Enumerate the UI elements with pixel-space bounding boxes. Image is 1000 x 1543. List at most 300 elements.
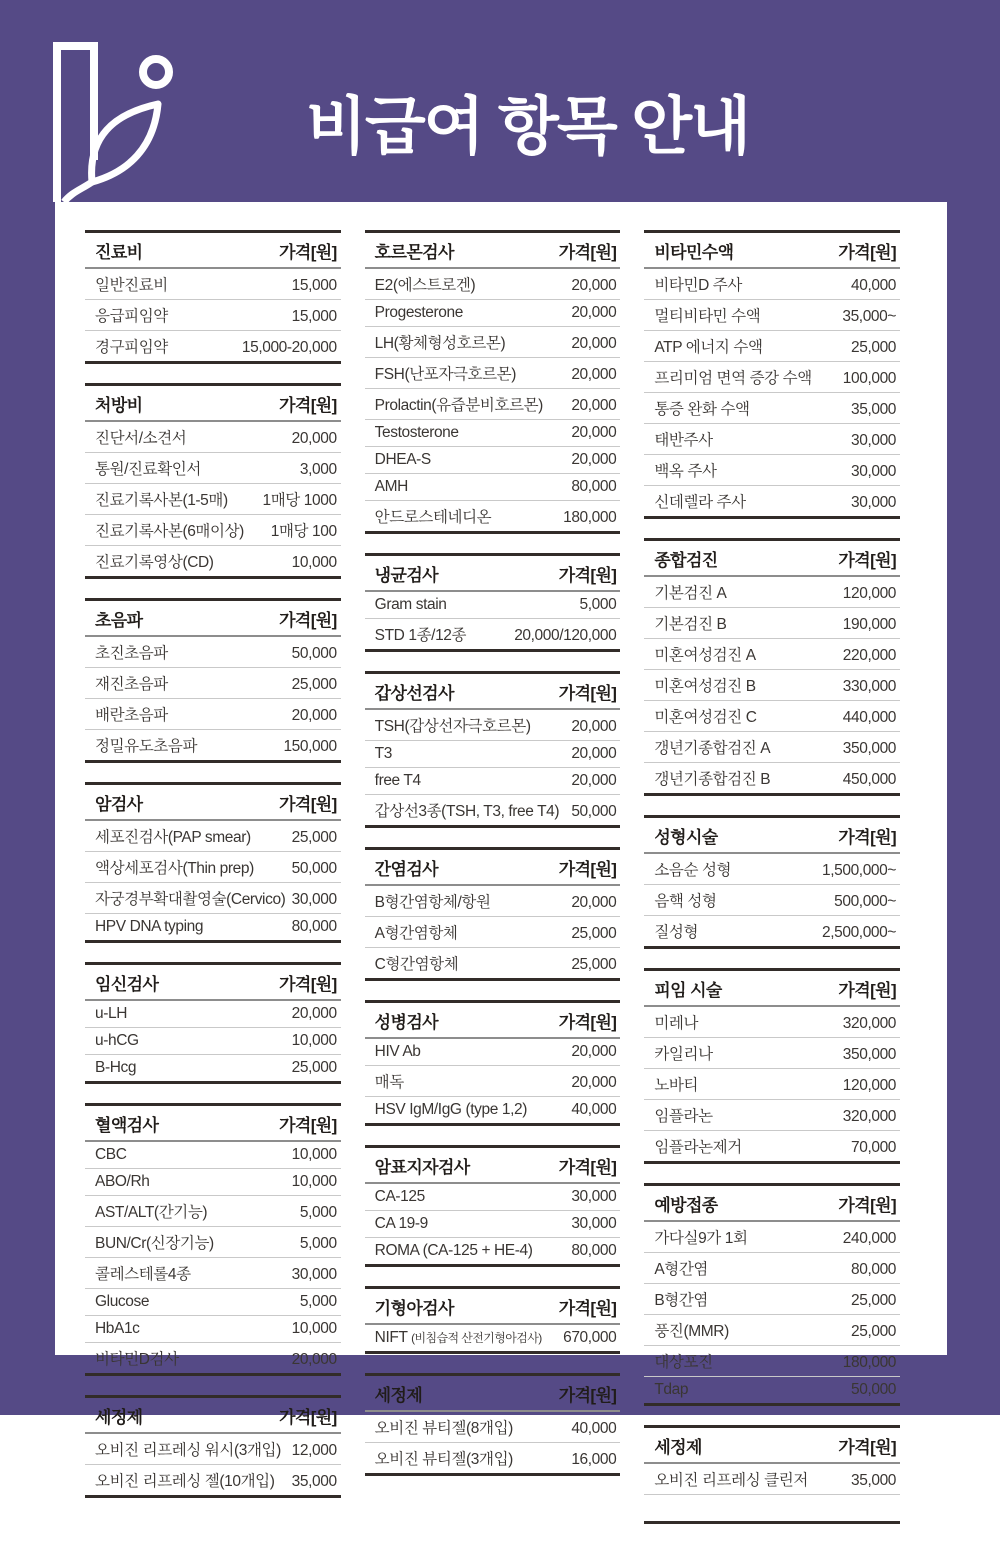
item-label-text: 통증 완화 수액 xyxy=(654,401,750,418)
price-header-label: 가격[원] xyxy=(279,611,337,630)
item-label xyxy=(375,362,516,384)
price-row xyxy=(85,914,341,940)
price-row xyxy=(85,1289,341,1316)
item-label-text: 갑상선3종(TSH, T3, free T4) xyxy=(374,803,560,820)
section-title: 처방비 xyxy=(95,396,143,415)
item-label-text: 미레나 xyxy=(654,1015,699,1032)
price-row xyxy=(644,1222,900,1253)
item-label xyxy=(654,459,716,481)
item-price: 25,000 xyxy=(571,925,617,942)
item-label xyxy=(375,623,466,645)
price-row xyxy=(365,1184,621,1211)
item-price: 500,000~ xyxy=(834,893,897,910)
price-row xyxy=(85,1169,341,1196)
price-section xyxy=(365,847,621,981)
item-label xyxy=(95,1231,214,1253)
item-price: 80,000 xyxy=(851,1261,897,1278)
price-row xyxy=(644,1253,900,1284)
item-label-text: 비타민D 주사 xyxy=(654,277,742,294)
price-row xyxy=(644,393,900,424)
item-price: 350,000 xyxy=(842,1046,897,1063)
item-label-text: 안드로스테네디온 xyxy=(374,509,492,526)
price-header-label: 가격[원] xyxy=(558,1013,617,1032)
item-price: 25,000 xyxy=(291,829,337,846)
price-header-label: 가격[원] xyxy=(279,975,337,994)
item-label-text: 갱년기종합검진 A xyxy=(654,740,771,757)
item-price: 25,000 xyxy=(851,1323,897,1340)
section-title: 갑상선검사 xyxy=(374,684,454,703)
item-price: 50,000 xyxy=(851,1381,897,1398)
item-price: 35,000 xyxy=(291,1473,337,1490)
item-label-text: 오비진 뷰티젤(8개입) xyxy=(374,1420,513,1437)
price-row xyxy=(365,501,621,531)
item-price: 120,000 xyxy=(842,585,897,602)
price-row xyxy=(644,1284,900,1315)
price-row xyxy=(644,1038,900,1069)
section-header xyxy=(365,233,621,269)
item-label-text: 정밀유도초음파 xyxy=(95,738,198,755)
price-row xyxy=(85,269,341,300)
section-header xyxy=(365,556,621,592)
price-row xyxy=(644,1464,900,1495)
item-label-text: Progesterone xyxy=(374,304,463,321)
item-label xyxy=(95,703,168,725)
item-price: 40,000 xyxy=(571,1101,617,1118)
item-label-text: u-hCG xyxy=(95,1032,139,1049)
item-price: 25,000 xyxy=(291,676,337,693)
item-label xyxy=(654,858,731,880)
price-row xyxy=(644,670,900,701)
item-price: 30,000 xyxy=(851,494,897,511)
item-label xyxy=(375,745,392,763)
item-price: 1,500,000~ xyxy=(822,862,897,879)
item-label xyxy=(375,1043,421,1061)
item-label xyxy=(654,335,762,357)
price-row xyxy=(365,795,621,825)
section-header xyxy=(644,233,900,269)
item-label xyxy=(95,1293,149,1311)
price-row xyxy=(365,1039,621,1066)
section-title: 비타민수액 xyxy=(654,243,734,262)
item-label xyxy=(375,304,463,322)
item-label-text: 경구피임약 xyxy=(95,339,168,356)
item-price: 150,000 xyxy=(283,738,337,755)
section-header xyxy=(365,850,621,886)
price-row xyxy=(644,486,900,516)
item-price: 10,000 xyxy=(291,1146,337,1163)
item-price: 25,000 xyxy=(851,339,897,356)
item-label-text: 음핵 성형 xyxy=(654,893,717,910)
price-row xyxy=(85,453,341,484)
item-price: 20,000 xyxy=(571,424,617,441)
item-label-text: AST/ALT(간기능) xyxy=(95,1204,208,1221)
item-label xyxy=(375,273,476,295)
item-price: 35,000 xyxy=(851,1472,897,1489)
item-label-text: 임플라논 xyxy=(654,1108,713,1125)
item-label-text: 기본검진 B xyxy=(654,616,727,633)
price-row xyxy=(85,1055,341,1081)
section-title: 간염검사 xyxy=(374,860,438,879)
price-row xyxy=(85,699,341,730)
price-row xyxy=(365,327,621,358)
item-price: 30,000 xyxy=(851,432,897,449)
price-row xyxy=(644,916,900,946)
price-row xyxy=(644,1069,900,1100)
item-label-text: E2(에스트로겐) xyxy=(374,277,476,294)
item-label xyxy=(375,478,408,496)
item-price: 220,000 xyxy=(842,647,897,664)
item-label xyxy=(95,335,168,357)
item-price: 25,000 xyxy=(291,1059,337,1076)
item-label-text: 진료기록영상(CD) xyxy=(95,554,214,571)
item-label xyxy=(375,505,492,527)
item-label xyxy=(654,397,749,419)
price-row xyxy=(644,362,900,393)
section-header xyxy=(365,674,621,710)
item-label xyxy=(654,1042,712,1064)
item-label xyxy=(654,889,716,911)
price-row xyxy=(365,447,621,474)
item-label xyxy=(654,920,698,942)
item-price: 20,000 xyxy=(571,745,617,762)
price-header-label: 가격[원] xyxy=(838,981,897,1000)
item-price: 30,000 xyxy=(571,1188,617,1205)
price-row xyxy=(365,1211,621,1238)
item-label xyxy=(654,581,726,603)
item-price: 120,000 xyxy=(842,1077,897,1094)
item-label xyxy=(375,424,459,442)
price-header-label: 가격[원] xyxy=(279,795,337,814)
item-label-text: CA 19-9 xyxy=(374,1215,428,1232)
section-title: 암표지자검사 xyxy=(374,1158,470,1177)
section-header xyxy=(644,541,900,577)
price-row xyxy=(85,668,341,699)
item-price: 5,000 xyxy=(579,596,617,613)
item-label-text: HbA1c xyxy=(95,1320,140,1337)
item-label xyxy=(95,641,168,663)
item-label-text: AMH xyxy=(374,478,408,495)
item-label-text: 세포진검사(PAP smear) xyxy=(95,829,251,846)
price-card xyxy=(55,202,947,1490)
item-label-text: 일반진료비 xyxy=(95,277,168,294)
item-label-text: 액상세포검사(Thin prep) xyxy=(95,860,254,877)
item-price: 70,000 xyxy=(851,1139,897,1156)
item-label-text: 가다실9가 1회 xyxy=(654,1230,748,1247)
price-row xyxy=(365,389,621,420)
price-section xyxy=(85,230,341,364)
price-row xyxy=(365,1238,621,1264)
price-row xyxy=(365,269,621,300)
price-row xyxy=(644,577,900,608)
item-label xyxy=(375,1447,513,1469)
price-header-label: 가격[원] xyxy=(279,243,337,262)
item-label-subtext: (비침습적 산전기형아검사) xyxy=(411,1331,542,1345)
price-row xyxy=(365,474,621,501)
item-price: 40,000 xyxy=(851,277,897,294)
item-label-text: 기본검진 A xyxy=(654,585,727,602)
item-label xyxy=(95,918,203,936)
item-price: 30,000 xyxy=(571,1215,617,1232)
item-label xyxy=(375,1242,533,1260)
item-price: 80,000 xyxy=(291,918,337,935)
item-price: 180,000 xyxy=(563,509,617,526)
item-price: 30,000 xyxy=(291,1266,337,1283)
price-row xyxy=(644,1007,900,1038)
item-label xyxy=(654,428,712,450)
item-label xyxy=(375,921,458,943)
item-label xyxy=(95,1347,179,1369)
item-price: 50,000 xyxy=(291,860,337,877)
price-row xyxy=(365,886,621,917)
item-label-text: HSV IgM/IgG (type 1,2) xyxy=(374,1101,527,1118)
item-label xyxy=(654,366,811,388)
item-label xyxy=(375,1101,527,1119)
item-label-text: 노바티 xyxy=(654,1077,699,1094)
item-label xyxy=(654,1468,808,1490)
item-price: 330,000 xyxy=(842,678,897,695)
section-header xyxy=(365,1376,621,1412)
price-section xyxy=(644,538,900,796)
item-price: 440,000 xyxy=(842,709,897,726)
item-price: 20,000 xyxy=(571,451,617,468)
section-header xyxy=(85,601,341,637)
item-price: 10,000 xyxy=(291,1032,337,1049)
section-title: 암검사 xyxy=(95,795,143,814)
item-label xyxy=(95,426,186,448)
item-label xyxy=(95,856,254,878)
item-label-text: 진료기록사본(6매이상) xyxy=(95,523,244,540)
section-title: 피임 시술 xyxy=(654,981,722,1000)
section-title: 성형시술 xyxy=(654,828,718,847)
item-label-text: A형간염항체 xyxy=(374,925,458,942)
price-header-label: 가격[원] xyxy=(279,1408,337,1427)
price-section xyxy=(365,553,621,652)
item-label-text: 오비진 뷰티젤(3개입) xyxy=(374,1451,513,1468)
item-label-text: STD 1종/12종 xyxy=(374,627,467,644)
item-label xyxy=(375,1215,428,1233)
price-row xyxy=(85,1001,341,1028)
price-row xyxy=(644,424,900,455)
item-label-text: 태반주사 xyxy=(654,432,713,449)
item-label-text: CA-125 xyxy=(374,1188,425,1205)
item-price: 5,000 xyxy=(299,1235,337,1252)
item-price: 16,000 xyxy=(571,1451,617,1468)
price-header-label: 가격[원] xyxy=(558,243,617,262)
item-label xyxy=(654,1226,747,1248)
item-label xyxy=(375,1416,513,1438)
item-label xyxy=(95,1173,149,1191)
item-price: 20,000 xyxy=(291,707,337,724)
item-label xyxy=(95,1005,127,1023)
price-header-label: 가격[원] xyxy=(558,1158,617,1177)
price-row xyxy=(644,1100,900,1131)
price-section xyxy=(85,383,341,579)
section-header xyxy=(85,1398,341,1434)
section-header xyxy=(85,785,341,821)
item-price: 670,000 xyxy=(563,1329,617,1346)
item-label-text: free T4 xyxy=(374,772,421,789)
price-section xyxy=(85,962,341,1084)
item-label xyxy=(654,273,742,295)
item-label-text: 카일리나 xyxy=(654,1046,713,1063)
item-price: 190,000 xyxy=(842,616,897,633)
price-header-label: 가격[원] xyxy=(838,551,897,570)
item-label-text: HPV DNA typing xyxy=(95,918,204,935)
price-row xyxy=(365,948,621,978)
section-header xyxy=(644,1186,900,1222)
item-label xyxy=(95,519,244,541)
price-row xyxy=(85,331,341,361)
item-label-text: 미혼여성검진 B xyxy=(654,678,756,695)
item-label-text: 갱년기종합검진 B xyxy=(654,771,771,788)
price-row xyxy=(85,515,341,546)
section-title: 세정제 xyxy=(374,1386,423,1405)
price-column-2 xyxy=(365,230,621,1543)
page-title: 비급여 항목 안내 xyxy=(305,92,749,162)
item-label xyxy=(95,304,168,326)
item-price: 100,000 xyxy=(842,370,897,387)
price-row xyxy=(85,1465,341,1495)
price-row xyxy=(365,1066,621,1097)
price-header-label: 가격[원] xyxy=(279,1116,337,1135)
item-label-text: FSH(난포자극호르몬) xyxy=(374,366,517,383)
price-columns xyxy=(85,230,900,1543)
price-row xyxy=(644,1315,900,1346)
price-row xyxy=(365,1097,621,1123)
item-label-text: TSH(갑상선자극호르몬) xyxy=(374,718,531,735)
item-price: 20,000 xyxy=(291,1351,337,1368)
item-price: 80,000 xyxy=(571,1242,617,1259)
price-row xyxy=(365,1412,621,1443)
item-label-text: 매독 xyxy=(374,1074,404,1091)
price-row xyxy=(85,1434,341,1465)
item-label xyxy=(375,1329,542,1347)
price-section xyxy=(365,1145,621,1267)
item-label-text: Gram stain xyxy=(374,596,447,613)
item-label-text: 오비진 리프레싱 클린저 xyxy=(654,1472,808,1489)
price-header-label: 가격[원] xyxy=(558,860,617,879)
item-price: 20,000 xyxy=(571,894,617,911)
item-price: 50,000 xyxy=(291,645,337,662)
item-price: 1매당 100 xyxy=(270,523,337,540)
section-title: 세정제 xyxy=(95,1408,143,1427)
price-row xyxy=(85,1343,341,1373)
price-row xyxy=(85,730,341,760)
item-price: 5,000 xyxy=(299,1204,337,1221)
item-price: 180,000 xyxy=(842,1354,897,1371)
item-price: 80,000 xyxy=(571,478,617,495)
item-label xyxy=(654,490,745,512)
price-section xyxy=(365,1373,621,1476)
item-label xyxy=(95,550,214,572)
item-label xyxy=(375,772,421,790)
item-label xyxy=(375,596,447,614)
price-row xyxy=(365,741,621,768)
price-row xyxy=(644,732,900,763)
price-header-label: 가격[원] xyxy=(838,1438,897,1457)
price-section xyxy=(85,782,341,943)
item-label xyxy=(375,331,506,353)
item-label xyxy=(654,612,726,634)
item-price: 3,000 xyxy=(299,461,337,478)
item-label-text: 풍진(MMR) xyxy=(654,1323,729,1340)
section-title: 냉균검사 xyxy=(374,566,438,585)
item-label xyxy=(375,890,491,912)
price-row xyxy=(85,1258,341,1289)
price-row xyxy=(85,422,341,453)
item-label-text: 오비진 리프레싱 워시(3개입) xyxy=(95,1442,281,1459)
item-label-text: LH(황체형성호르몬) xyxy=(374,335,506,352)
item-label-text: 통원/진료확인서 xyxy=(95,461,201,478)
item-label xyxy=(95,1200,207,1222)
price-row xyxy=(644,269,900,300)
item-label xyxy=(95,734,197,756)
price-section xyxy=(365,1000,621,1126)
item-label-text: 소음순 성형 xyxy=(654,862,732,879)
item-label-text: 자궁경부확대촬영술(Cervico) xyxy=(95,891,286,908)
price-row xyxy=(365,300,621,327)
section-title: 초음파 xyxy=(95,611,143,630)
spacer-row xyxy=(644,1495,900,1521)
item-label xyxy=(95,457,201,479)
item-label-text: 진단서/소견서 xyxy=(95,430,187,447)
item-label-text: 신데렐라 주사 xyxy=(654,494,746,511)
item-label xyxy=(654,1135,741,1157)
item-label xyxy=(654,1104,712,1126)
item-label xyxy=(654,736,770,758)
price-header-label: 가격[원] xyxy=(838,1196,897,1215)
price-column-3 xyxy=(644,230,900,1543)
item-label-text: B형간염항체/항원 xyxy=(374,894,491,911)
price-row xyxy=(644,331,900,362)
price-header-label: 가격[원] xyxy=(558,684,617,703)
price-row xyxy=(644,1346,900,1377)
price-header-label: 가격[원] xyxy=(279,396,337,415)
section-title: 혈액검사 xyxy=(95,1116,159,1135)
item-label xyxy=(95,488,228,510)
section-header xyxy=(365,1289,621,1325)
price-row xyxy=(644,639,900,670)
section-title: 예방접종 xyxy=(654,1196,718,1215)
item-label-text: 임플라논제거 xyxy=(654,1139,742,1156)
item-price: 1매당 1000 xyxy=(262,492,337,509)
price-row xyxy=(644,608,900,639)
item-label xyxy=(375,799,560,821)
section-header xyxy=(365,1003,621,1039)
item-label xyxy=(654,767,770,789)
item-label-text: A형간염 xyxy=(654,1261,709,1278)
price-row xyxy=(85,852,341,883)
item-label-text: HIV Ab xyxy=(374,1043,421,1060)
price-column-1 xyxy=(85,230,341,1543)
item-label xyxy=(375,952,459,974)
section-title: 세정제 xyxy=(654,1438,702,1457)
section-title: 임신검사 xyxy=(95,975,159,994)
price-row xyxy=(644,854,900,885)
price-section xyxy=(85,598,341,763)
price-row xyxy=(85,484,341,515)
item-label-text: NIFT xyxy=(374,1329,408,1346)
item-label xyxy=(95,1146,127,1164)
item-label-text: Testosterone xyxy=(374,424,459,441)
item-price: 15,000 xyxy=(291,277,337,294)
item-label-text: 초진초음파 xyxy=(95,645,168,662)
item-label-text: B-Hcg xyxy=(95,1059,137,1076)
item-price: 12,000 xyxy=(291,1442,337,1459)
item-label-text: 멀티비타민 수액 xyxy=(654,308,761,325)
price-section xyxy=(644,230,900,519)
price-row xyxy=(644,763,900,793)
